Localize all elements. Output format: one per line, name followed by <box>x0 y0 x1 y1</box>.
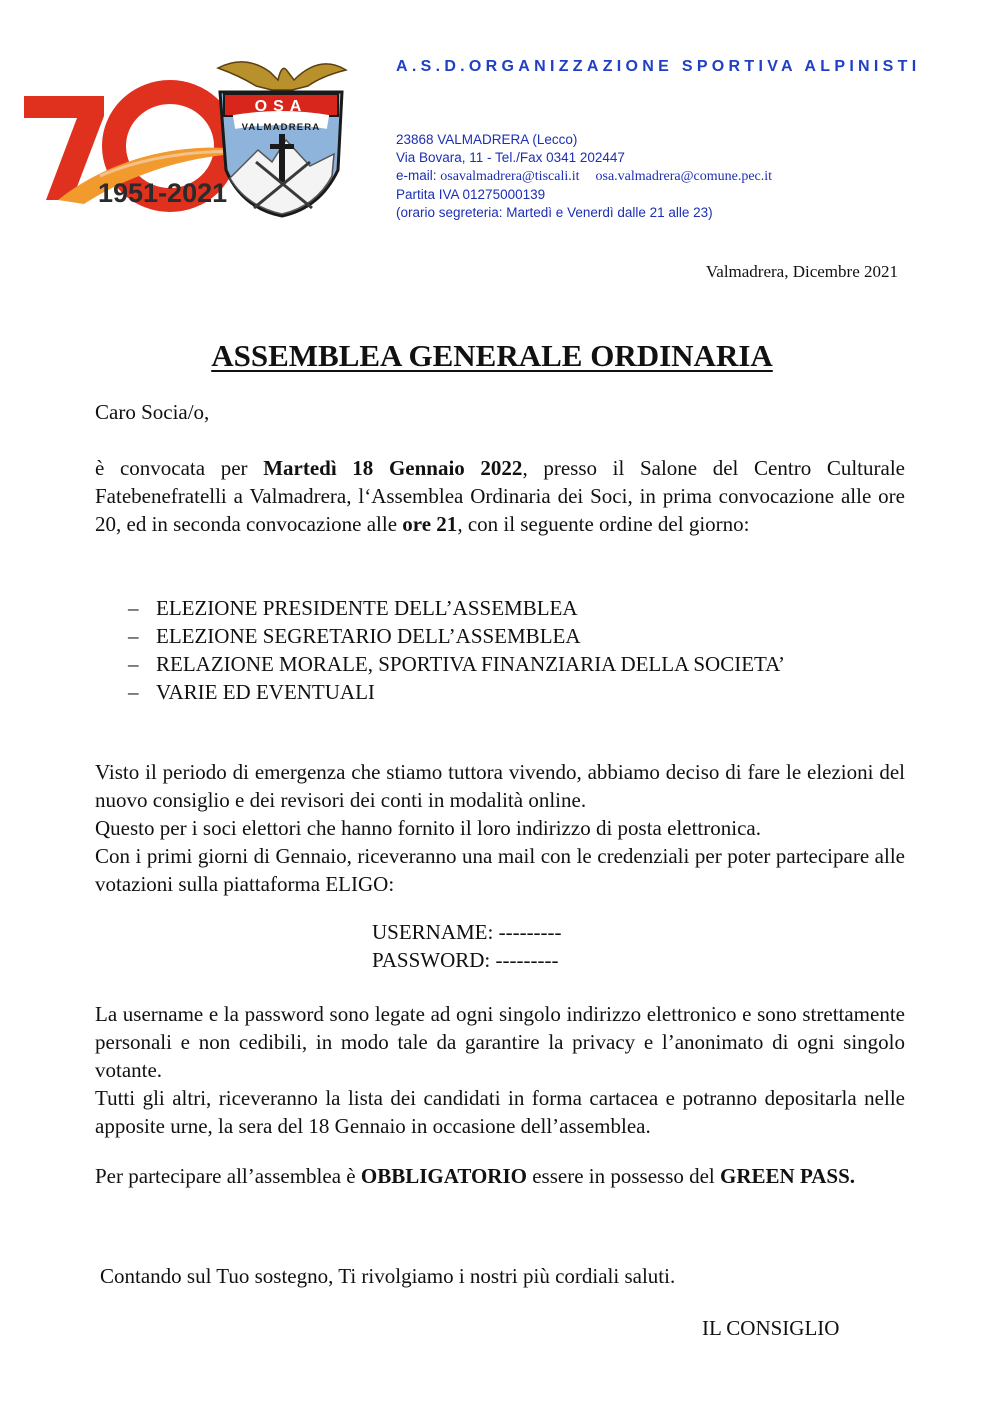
logo-years: 1951-2021 <box>98 178 228 208</box>
agenda-item: – VARIE ED EVENTUALI <box>128 680 375 704</box>
username-placeholder: USERNAME: --------- <box>372 920 562 944</box>
agenda-item: – ELEZIONE SEGRETARIO DELL’ASSEMBLEA <box>128 624 581 648</box>
dash-bullet-icon: – <box>128 652 139 676</box>
contact-email-line <box>396 167 772 186</box>
online-voting-sentence-1: Visto il periodo di emergenza che stiamo tuttora vivendo, abbiamo deciso di fare le elezioni del nuovo consiglio e dei revisori dei conti in modalità online. <box>95 760 905 812</box>
online-voting-paragraph <box>95 758 905 898</box>
second-call-time: ore 21 <box>402 512 458 536</box>
dash-bullet-icon: – <box>128 680 139 704</box>
eagle-icon <box>218 62 346 90</box>
contact-office-hours: (orario segreteria: Martedì e Venerdì dalle 21 alle 23) <box>396 205 713 220</box>
privacy-paragraph <box>95 1000 905 1140</box>
dash-bullet-icon: – <box>128 624 139 648</box>
convocation-paragraph: è convocata per Martedì 18 Gennaio 2022, presso il Salone del Centro Culturale Fatebenefratelli a Valmadrera, l‘Assemblea Ordinaria dei Soci, in prima convocazione alle ore 20, ed in seconda convocazione alle ore 21, con il seguente ordine del giorno: <box>95 456 905 536</box>
dash-bullet-icon: – <box>128 596 139 620</box>
online-voting-sentence-3: Con i primi giorni di Gennaio, riceveranno una mail con le credenziali per poter partecipare alle votazioni sulla piattaforma ELIGO: <box>95 844 905 896</box>
contact-street-phone: Via Bovara, 11 - Tel./Fax 0341 202447 <box>396 150 625 165</box>
contact-block <box>396 131 772 222</box>
online-voting-sentence-2: Questo per i soci elettori che hanno fornito il loro indirizzo di posta elettronica. <box>95 816 761 840</box>
meeting-date: Martedì 18 Gennaio 2022 <box>263 456 523 480</box>
email-link-2[interactable]: osa.valmadrera@comune.pec.it <box>595 169 773 184</box>
email-label: e-mail: <box>396 168 437 183</box>
contact-vat: Partita IVA 01275000139 <box>396 187 546 202</box>
agenda-item: – RELAZIONE MORALE, SPORTIVA FINANZIARIA DELLA SOCIETA’ <box>128 652 785 676</box>
privacy-sentence-2: Tutti gli altri, riceveranno la lista dei candidati in forma cartacea e potranno depositarla nelle apposite urne, la sera del 18 Gennaio in occasione dell’assemblea. <box>95 1086 905 1138</box>
email-link-1[interactable]: osavalmadrera@tiscali.it <box>440 169 580 184</box>
closing-salutation: Contando sul Tuo sostegno, Ti rivolgiamo i nostri più cordiali saluti. <box>100 1264 676 1288</box>
organization-name: A.S.D.ORGANIZZAZIONE SPORTIVA ALPINISTI <box>396 58 921 75</box>
credentials-block <box>372 918 562 974</box>
password-placeholder: PASSWORD: --------- <box>372 948 559 972</box>
agenda-item: – ELEZIONE PRESIDENTE DELL’ASSEMBLEA <box>128 596 578 620</box>
privacy-sentence-1: La username e la password sono legate ad ogni singolo indirizzo elettronico e sono strettamente personali e non cedibili, in modo tale da garantire la privacy e l’anonimato di ogni singolo votante. <box>95 1002 905 1082</box>
green-pass-paragraph: Per partecipare all’assemblea è OBBLIGATORIO essere in possesso del GREEN PASS. <box>95 1164 856 1188</box>
osa-70-years-logo <box>20 58 350 218</box>
letter-date: Valmadrera, Dicembre 2021 <box>705 262 898 281</box>
mandatory-emphasis: OBBLIGATORIO <box>360 1164 527 1188</box>
green-pass-emphasis: GREEN PASS. <box>720 1164 856 1188</box>
greeting: Caro Socia/o, <box>95 400 210 424</box>
signature: IL CONSIGLIO <box>702 1316 840 1340</box>
badge-acronym: OSA <box>254 98 308 115</box>
badge-town: VALMADRERA <box>241 122 321 133</box>
page-title: ASSEMBLEA GENERALE ORDINARIA <box>211 338 773 373</box>
contact-address: 23868 VALMADRERA (Lecco) <box>396 132 578 147</box>
agenda-list <box>128 594 785 706</box>
